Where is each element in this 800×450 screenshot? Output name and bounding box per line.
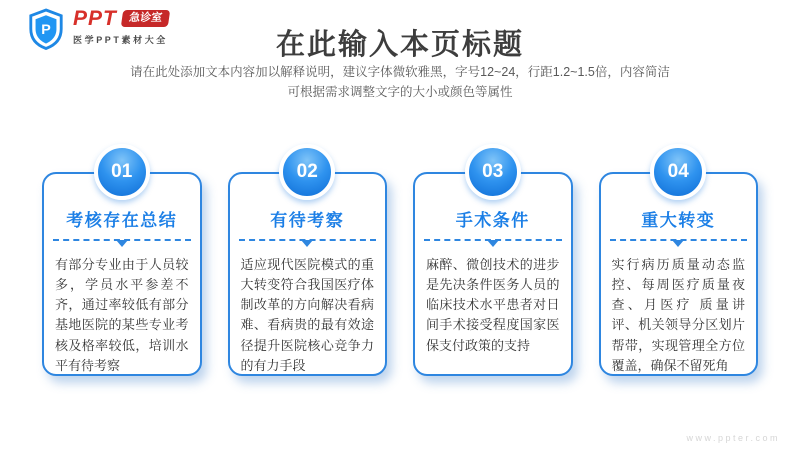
- step-number-badge: 04: [650, 144, 706, 200]
- triangle-down-icon: [672, 240, 684, 247]
- step-cards: [42, 161, 758, 376]
- brand-name: PPT: [73, 7, 117, 30]
- card-title: 手术条件: [455, 211, 530, 230]
- card-title: 考核存在总结: [66, 211, 178, 230]
- card-body-text: 适应现代医院模式的重大转变符合我国医疗体制改革的方向解决看病难、看病贵的最有效途径提升医院核心竞争力的有力手段: [240, 257, 374, 373]
- dashed-divider: [610, 239, 748, 249]
- svg-text:P: P: [41, 22, 51, 39]
- brand-tagline: 医学PPT素材大全: [73, 35, 168, 45]
- step-number-badge: 01: [94, 144, 150, 200]
- brand-badge: 急诊室: [121, 10, 170, 27]
- triangle-down-icon: [301, 240, 313, 247]
- step-card-1: [42, 161, 202, 376]
- dashed-divider: [424, 239, 562, 249]
- step-number-badge: 02: [279, 144, 335, 200]
- card-title: 重大转变: [641, 211, 716, 230]
- card-body-text: 有部分专业由于人员较多，学员水平参差不齐，通过率较低有部分基地医院的某些专业考核及格率较低，培训水平有待考察: [55, 257, 189, 373]
- card-title: 有待考察: [270, 211, 345, 230]
- step-number-badge: 03: [465, 144, 521, 200]
- step-card-3: [413, 161, 573, 376]
- dashed-divider: [239, 239, 377, 249]
- subtitle-line-2: 可根据需求调整文字的大小或颜色等属性: [287, 85, 513, 99]
- triangle-down-icon: [487, 240, 499, 247]
- card-body-text: 实行病历质量动态监控、每周医疗质量夜查、月医疗 质量讲评、机关领导分区划片帮带，实现管理全方位 覆盖，确保不留死角: [611, 257, 745, 373]
- page-subtitle: [0, 62, 800, 102]
- dashed-divider: [53, 239, 191, 249]
- step-card-2: [228, 161, 388, 376]
- card-body-text: 麻醉、微创技术的进步是先决条件医务人员的临床技术水平患者对日间手术接受程度国家医保支付政策的支持: [426, 257, 560, 353]
- watermark: www.ppter.com: [686, 433, 780, 443]
- page-title: 在此输入本页标题: [275, 29, 524, 61]
- subtitle-line-1: 请在此处添加文本内容加以解释说明，建议字体微软雅黑，字号12~24，行距1.2~1.5倍，内容简洁: [130, 65, 670, 79]
- triangle-down-icon: [116, 240, 128, 247]
- step-card-4: [599, 161, 759, 376]
